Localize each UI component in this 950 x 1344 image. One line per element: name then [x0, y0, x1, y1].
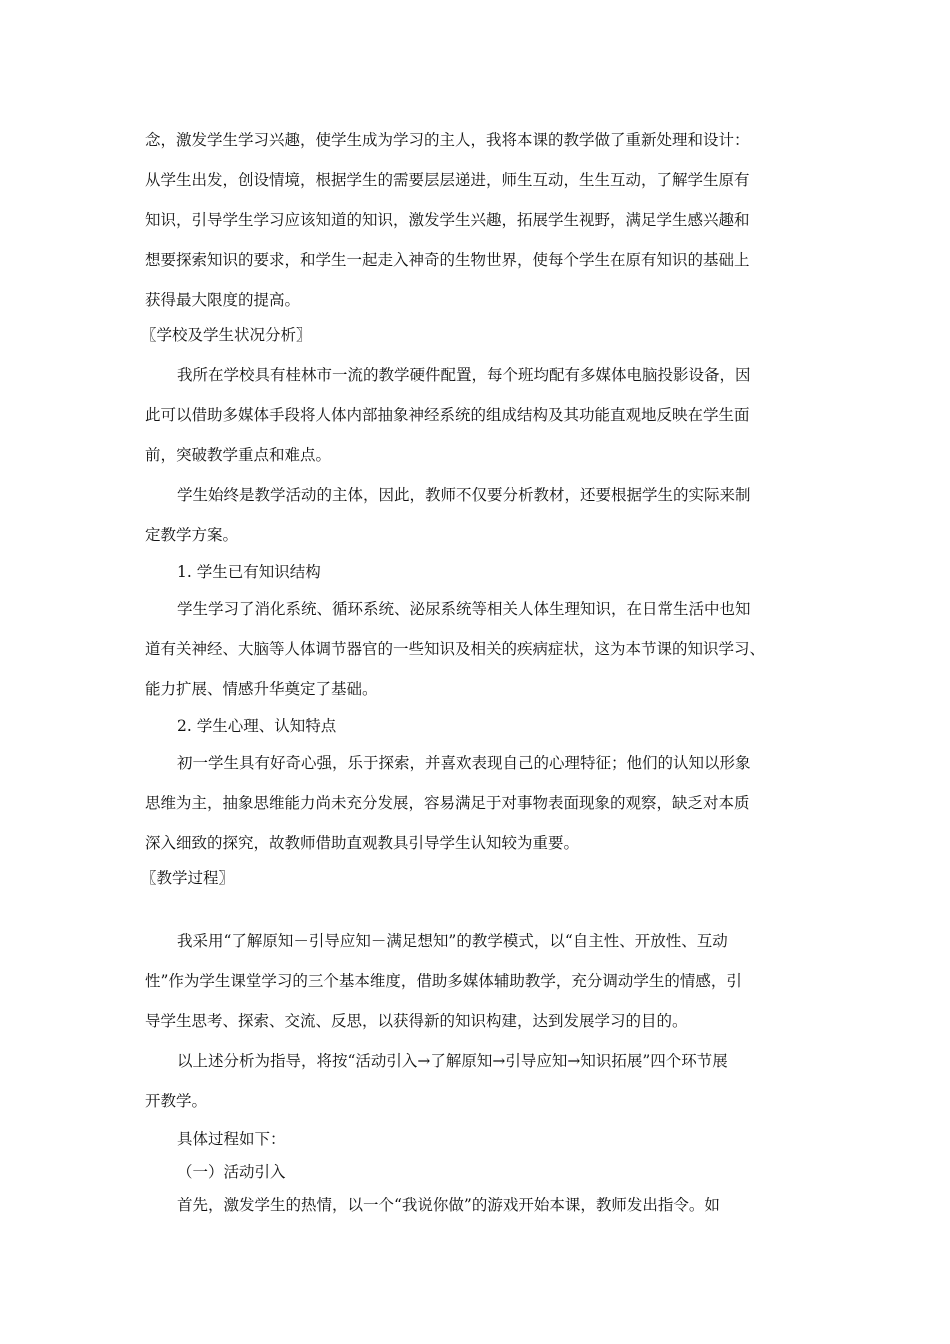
paragraph-line: 思维为主，抽象思维能力尚未充分发展，容易满足于对事物表面现象的观察，缺乏对本质 [145, 794, 750, 812]
paragraph-line: 学生始终是教学活动的主体，因此，教师不仅要分析教材，还要根据学生的实际来制 [177, 486, 751, 504]
paragraph-line: 想要探索知识的要求，和学生一起走入神奇的生物世界，使每个学生在原有知识的基础上 [145, 251, 750, 269]
paragraph-line: 定教学方案。 [145, 526, 239, 544]
paragraph-line: 我采用“了解原知－引导应知－满足想知”的教学模式，以“自主性、开放性、互动 [177, 932, 728, 950]
paragraph-line: 深入细致的探究，故教师借助直观教具引导学生认知较为重要。 [145, 834, 580, 852]
subsection-heading: 2. 学生心理、认知特点 [177, 717, 337, 735]
subsection-heading: （一）活动引入 [177, 1163, 286, 1181]
paragraph-line: 道有关神经、大脑等人体调节器官的一些知识及相关的疾病症状，这为本节课的知识学习、 [145, 640, 766, 658]
section-heading: 〖学校及学生状况分析〗 [141, 326, 312, 344]
paragraph-line: 知识，引导学生学习应该知道的知识，激发学生兴趣，拓展学生视野，满足学生感兴趣和 [145, 211, 750, 229]
paragraph-line: 此可以借助多媒体手段将人体内部抽象神经系统的组成结构及其功能直观地反映在学生面 [145, 406, 750, 424]
paragraph-line: 前，突破教学重点和难点。 [145, 446, 332, 464]
paragraph-line: 首先，激发学生的热情，以一个“我说你做”的游戏开始本课，教师发出指令。如 [177, 1196, 720, 1214]
paragraph-line: 获得最大限度的提高。 [145, 291, 301, 309]
paragraph-line: 具体过程如下： [177, 1130, 286, 1148]
paragraph-line: 学生学习了消化系统、循环系统、泌尿系统等相关人体生理知识，在日常生活中也知 [177, 600, 751, 618]
paragraph-line: 能力扩展、情感升华奠定了基础。 [145, 680, 378, 698]
paragraph-line: 导学生思考、探索、交流、反思，以获得新的知识构建，达到发展学习的目的。 [145, 1012, 688, 1030]
paragraph-line: 我所在学校具有桂林市一流的教学硬件配置，每个班均配有多媒体电脑投影设备，因 [177, 366, 751, 384]
section-heading: 〖教学过程〗 [141, 869, 235, 887]
subsection-heading: 1. 学生已有知识结构 [177, 563, 321, 581]
paragraph-line: 以上述分析为指导，将按“活动引入→了解原知→引导应知→知识拓展”四个环节展 [177, 1052, 728, 1070]
paragraph-line: 初一学生具有好奇心强，乐于探索，并喜欢表现自己的心理特征；他们的认知以形象 [177, 754, 751, 772]
paragraph-line: 从学生出发，创设情境，根据学生的需要层层递进，师生互动，生生互动，了解学生原有 [145, 171, 750, 189]
paragraph-line: 性”作为学生课堂学习的三个基本维度，借助多媒体辅助教学，充分调动学生的情感，引 [145, 972, 742, 990]
paragraph-line: 开教学。 [145, 1092, 208, 1110]
paragraph-line: 念，激发学生学习兴趣，使学生成为学习的主人，我将本课的教学做了重新处理和设计： [145, 131, 750, 149]
